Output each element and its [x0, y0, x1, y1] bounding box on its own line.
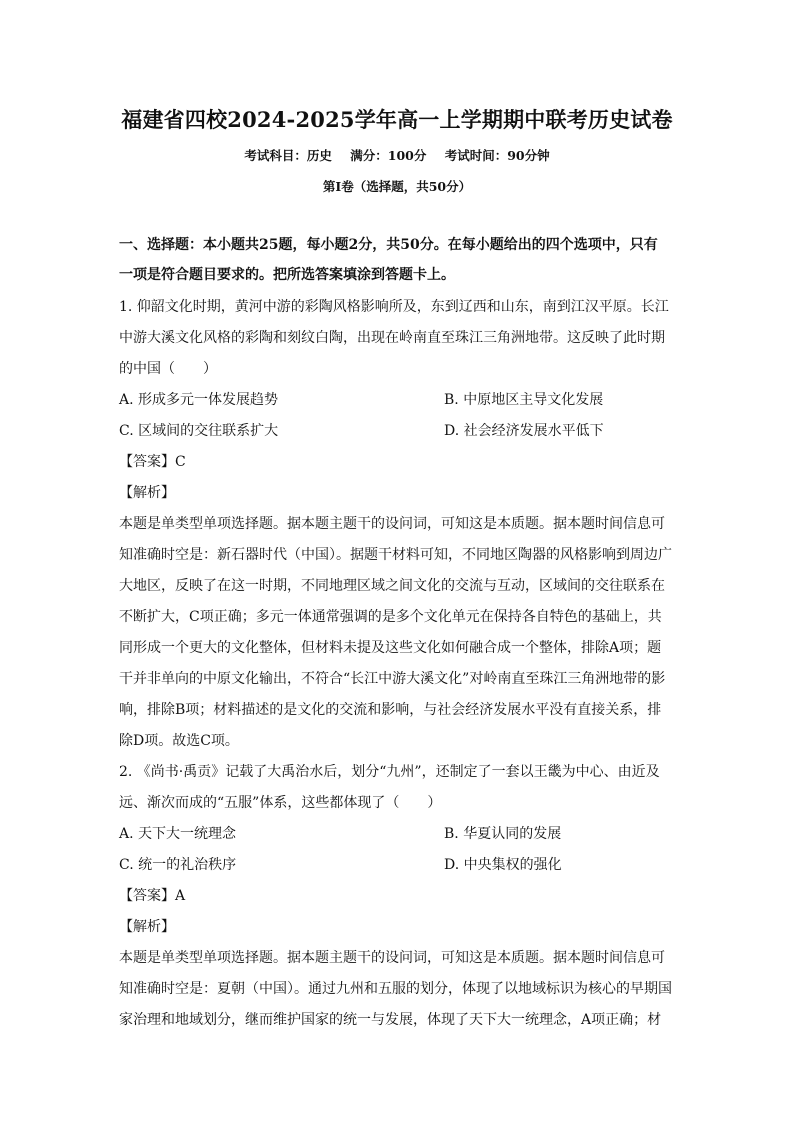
section-instruction-line: 一、选择题：本小题共25题，每小题2分，共50分。在每小题给出的四个选项中，只有: [119, 237, 658, 253]
question-1-stem-line: 中游大溪文化风格的彩陶和刻纹白陶，出现在岭南直至珠江三角洲地带。这反映了此时期: [119, 330, 665, 346]
exam-score: 满分：100分: [350, 148, 427, 163]
exam-subject: 考试科目：历史: [244, 148, 332, 163]
question-2-answer: 【答案】A: [119, 888, 186, 904]
question-2-option-b: B. 华夏认同的发展: [444, 826, 562, 842]
question-1-analysis-line: 干并非单向的中原文化输出，不符合“长江中游大溪文化”对岭南直至珠江三角洲地带的影: [119, 671, 666, 687]
part-heading: 第I卷（选择题，共50分）: [322, 179, 472, 194]
question-1-analysis-line: 本题是单类型单项选择题。据本题主题干的设问词，可知这是本质题。据本题时间信息可: [119, 516, 665, 532]
question-1-analysis-line: 同形成一个更大的文化整体，但材料未提及这些文化如何融合成一个整体，排除A项；题: [119, 640, 662, 656]
question-1-analysis-line: 除D项。故选C项。: [119, 733, 239, 749]
question-2-stem-line: 2. 《尚书·禹贡》记载了大禹治水后，划分“九州”，还制定了一套以王畿为中心、由近及: [119, 764, 660, 780]
exam-time: 考试时间：90分钟: [444, 148, 550, 163]
question-1-stem-line: 1. 仰韶文化时期，黄河中游的彩陶风格影响所及，东到辽西和山东，南到江汉平原。长江: [119, 299, 669, 315]
question-1-analysis-line: 不断扩大，C项正确；多元一体通常强调的是多个文化单元在保持各自特色的基础上，共: [119, 609, 662, 625]
question-1-stem-line: 的中国（ ）: [119, 361, 217, 377]
question-1-option-c: C. 区域间的交往联系扩大: [119, 423, 279, 439]
question-1-analysis-title: 【解析】: [119, 485, 175, 501]
question-1-analysis-line: 大地区，反映了在这一时期，不同地理区域之间文化的交流与互动，区域间的交往联系在: [119, 578, 665, 594]
question-2-analysis-line: 本题是单类型单项选择题。据本题主题干的设问词，可知这是本质题。据本题时间信息可: [119, 950, 665, 966]
question-1-option-a: A. 形成多元一体发展趋势: [119, 392, 279, 408]
exam-title: 福建省四校2024-2025学年高一上学期期中联考历史试卷: [121, 107, 673, 132]
question-2-option-a: A. 天下大一统理念: [119, 826, 237, 842]
question-2-analysis-title: 【解析】: [119, 919, 175, 935]
section-instruction-line: 一项是符合题目要求的。把所选答案填涂到答题卡上。: [119, 267, 455, 283]
question-2-option-d: D. 中央集权的强化: [444, 857, 562, 873]
question-2-option-c: C. 统一的礼治秩序: [119, 857, 237, 873]
question-2-stem-line: 远、渐次而成的“五服”体系，这些都体现了（ ）: [119, 795, 442, 811]
question-1-option-b: B. 中原地区主导文化发展: [444, 392, 604, 408]
question-1-analysis-line: 响，排除B项；材料描述的是文化的交流和影响，与社会经济发展水平没有直接关系，排: [119, 702, 662, 718]
question-2-analysis-line: 家治理和地域划分，继而维护国家的统一与发展，体现了天下大一统理念，A项正确；材: [119, 1012, 662, 1028]
exam-meta: [0, 146, 794, 164]
question-1-answer: 【答案】C: [119, 454, 186, 470]
question-1-option-d: D. 社会经济发展水平低下: [444, 423, 604, 439]
question-2-analysis-line: 知准确时空是：夏朝（中国）。通过九州和五服的划分，体现了以地域标识为核心的早期国: [119, 981, 672, 997]
question-1-analysis-line: 知准确时空是：新石器时代（中国）。据题干材料可知，不同地区陶器的风格影响到周边广: [119, 547, 672, 563]
